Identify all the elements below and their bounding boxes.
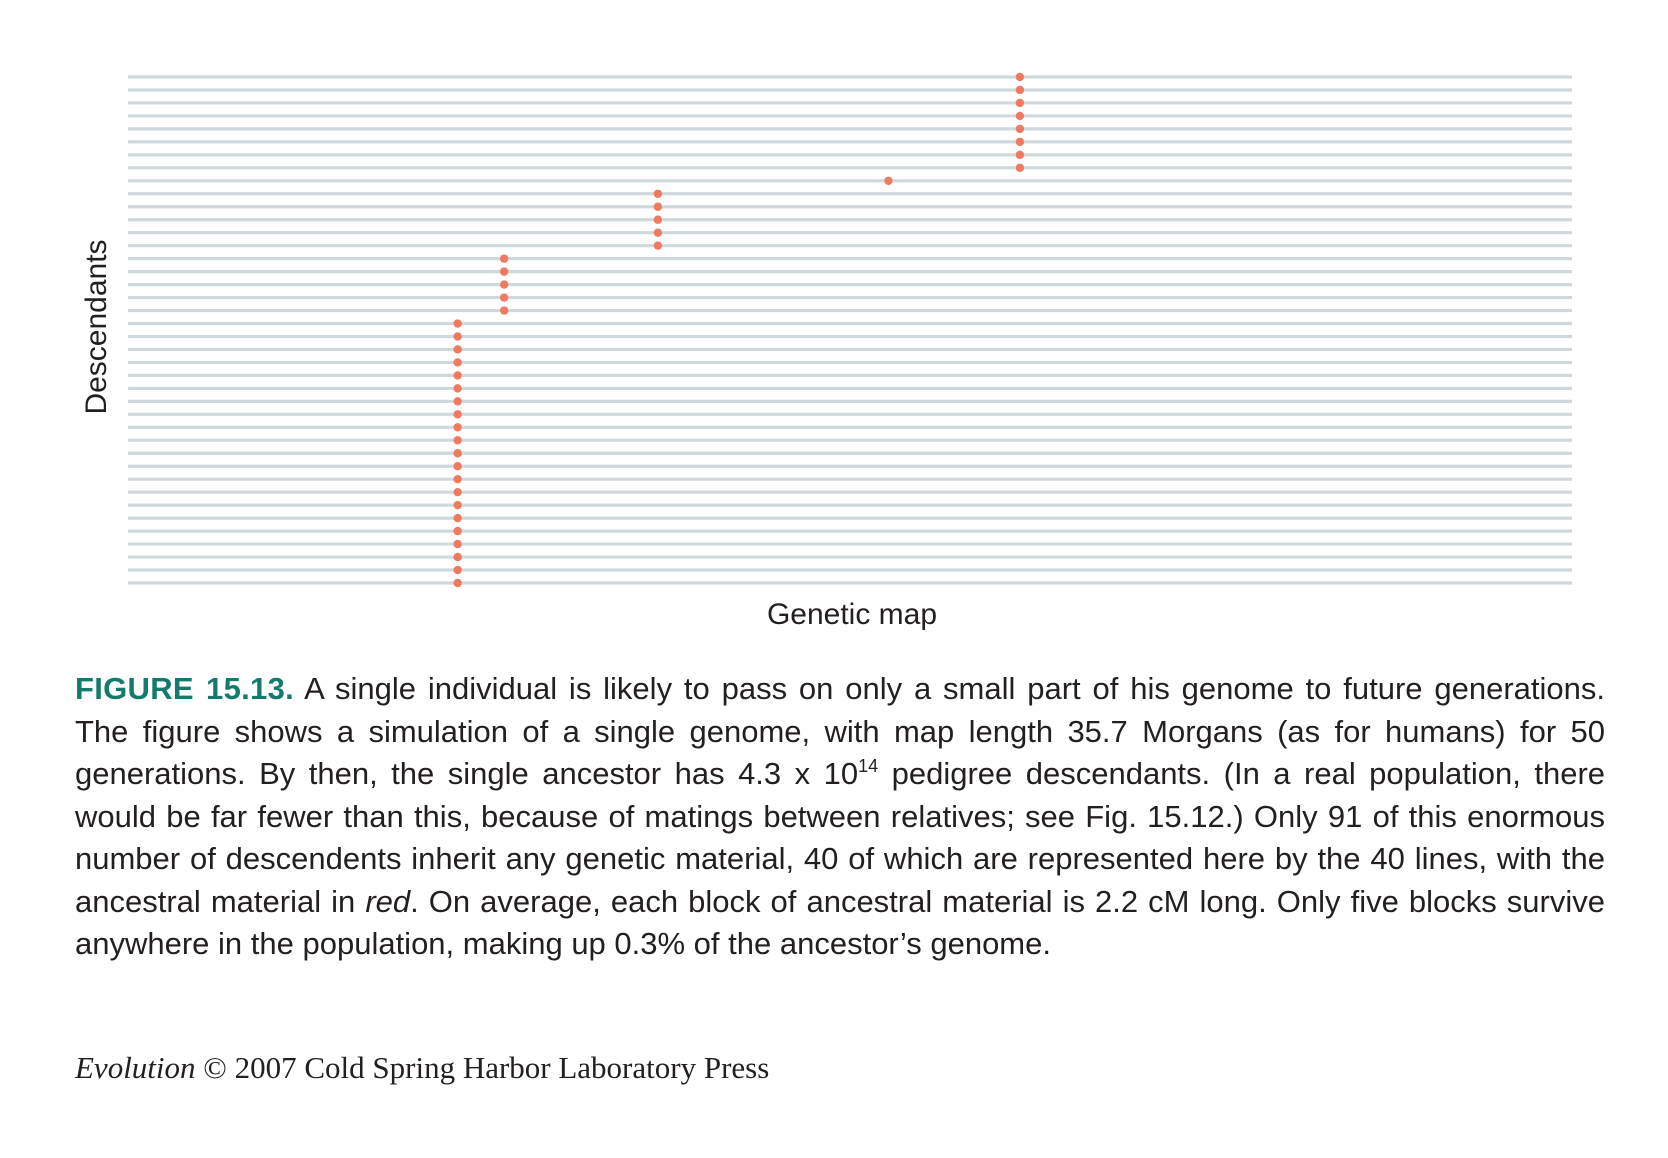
ancestral-block-marker: [500, 254, 508, 262]
caption-text-part1: A single individual is likely to pass on only a small part of his genome to future generations. The figure shows a simulation of a single genome, with map length 35.7 Morgans (as for humans) for 50 generations. By then, the single ancestor has 4.3 x 10: [75, 671, 1605, 791]
ancestral-block-marker: [453, 345, 461, 353]
ancestral-block-marker: [453, 462, 461, 470]
figure-number: FIGURE 15.13.: [75, 671, 295, 706]
ancestral-block-marker: [453, 358, 461, 366]
ancestral-block-marker: [453, 501, 461, 509]
ancestral-block-marker: [1016, 151, 1024, 159]
ancestral-block-marker: [500, 267, 508, 275]
ancestral-block-marker: [1016, 112, 1024, 120]
ancestral-block-marker: [1016, 73, 1024, 81]
ancestral-block-marker: [1016, 99, 1024, 107]
ancestral-block-marker: [654, 241, 662, 249]
copyright-credit: [75, 1050, 769, 1086]
ancestral-block-marker: [453, 410, 461, 418]
descendant-lines: [128, 77, 1572, 583]
ancestral-block-marker: [453, 566, 461, 574]
credit-text: © 2007 Cold Spring Harbor Laboratory Press: [195, 1050, 770, 1085]
ancestral-block-marker: [1016, 138, 1024, 146]
ancestral-block-marker: [654, 228, 662, 236]
ancestral-block-marker: [453, 514, 461, 522]
caption-red-word: red: [365, 883, 411, 919]
ancestral-block-marker: [884, 177, 892, 185]
ancestral-block-marker: [1016, 164, 1024, 172]
ancestral-block-marker: [453, 475, 461, 483]
ancestral-block-marker: [453, 371, 461, 379]
ancestral-block-marker: [654, 190, 662, 198]
ancestral-block-marker: [453, 423, 461, 431]
ancestral-blocks: [453, 73, 1024, 587]
ancestral-block-marker: [453, 579, 461, 587]
ancestral-block-marker: [1016, 125, 1024, 133]
caption-text-part2: pedigree descendants. (In a real population, there would be far fewer than this, because of matings between relatives; see Fig. 15.12.) Only 91 of this enormous number of descendents inherit any genetic material, 40 of which are represented here by the 40 lines, with the ancestral material in: [75, 756, 1606, 919]
ancestral-block-marker: [500, 306, 508, 314]
ancestral-block-marker: [654, 216, 662, 224]
ancestral-block-marker: [500, 293, 508, 301]
ancestral-block-marker: [453, 527, 461, 535]
ancestral-block-marker: [453, 488, 461, 496]
y-axis-label: Descendants: [80, 239, 113, 415]
ancestral-block-marker: [453, 384, 461, 392]
caption-exponent: 14: [858, 756, 879, 776]
ancestral-block-marker: [453, 553, 461, 561]
ancestral-block-marker: [500, 280, 508, 288]
ancestral-block-marker: [453, 449, 461, 457]
ancestral-block-marker: [1016, 86, 1024, 94]
ancestral-block-marker: [453, 540, 461, 548]
ancestral-block-marker: [654, 203, 662, 211]
ancestral-block-marker: [453, 397, 461, 405]
figure-caption: [75, 668, 1605, 966]
x-axis-label: Genetic map: [766, 598, 938, 631]
ancestral-block-marker: [453, 332, 461, 340]
caption-text-part3: . On average, each block of ancestral material is 2.2 cM long. Only five blocks survive anywhere in the population, making up 0.3% of the ancestor’s genome.: [75, 883, 1605, 961]
book-title: Evolution: [75, 1050, 196, 1085]
ancestral-block-marker: [453, 436, 461, 444]
ancestral-block-marker: [453, 319, 461, 327]
